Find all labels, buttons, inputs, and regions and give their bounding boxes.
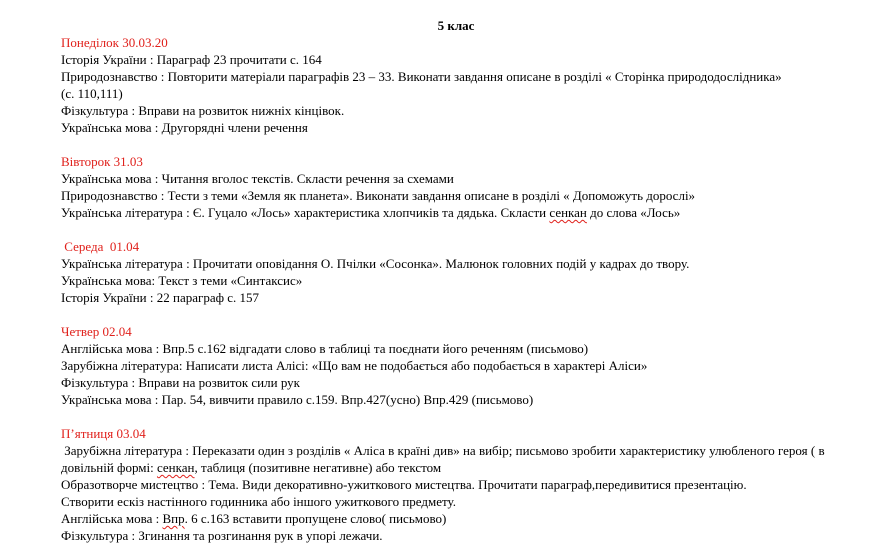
- task-line: Українська мова : Другорядні члени речення: [61, 120, 308, 135]
- task-line: Природознавство : Повторити матеріали параграфів 23 – 33. Виконати завдання описане в розділі « Сторінка природодослідника»: [61, 69, 782, 84]
- day-heading-thursday: Четвер 02.04: [61, 324, 132, 339]
- document-title: 5 клас: [437, 18, 475, 33]
- task-line: [61, 442, 851, 476]
- task-line: Образотворче мистецтво : Тема. Види декоративно-ужиткового мистецтва. Прочитати параграф,передивитися презентацію.: [61, 477, 747, 492]
- task-line: Зарубіжна література: Написати листа Алісі: «Що вам не подобається або подобається в характері Аліси»: [61, 358, 648, 373]
- task-text: до слова «Лось»: [586, 205, 681, 220]
- task-line: Українська мова: Текст з теми «Синтаксис»: [61, 273, 303, 288]
- spellcheck-marked-word[interactable]: сенкан: [549, 205, 587, 220]
- task-line: Українська література : Прочитати оповідання О. Пчілки «Сосонка». Малюнок головних подій у кадрах до твору.: [61, 256, 690, 271]
- document-page: [61, 17, 861, 544]
- task-line: (с. 110,111): [61, 86, 123, 101]
- day-heading-wednesday: Середа 01.04: [61, 239, 140, 254]
- task-line: Українська мова : Пар. 54, вивчити правило с.159. Впр.427(усно) Впр.429 (письмово): [61, 392, 534, 407]
- task-line: Створити ескіз настінного годинника або іншого ужиткового предмету.: [61, 494, 456, 509]
- task-line: Українська мова : Читання вголос текстів. Скласти речення за схемами: [61, 171, 454, 186]
- task-line: [61, 204, 861, 221]
- task-line: Історія України : Параграф 23 прочитати с. 164: [61, 52, 322, 67]
- task-line: Фізкультура : Вправи на розвиток нижніх кінцівок.: [61, 103, 345, 118]
- task-line: [61, 510, 861, 527]
- task-text: , таблиця (позитивне негативне) або текстом: [194, 460, 442, 475]
- day-monday: [61, 34, 861, 136]
- day-tuesday: [61, 153, 861, 221]
- task-text: Зарубіжна література : Переказати один з розділів « Аліса в країні див» на вибір; письмово зробити характеристику улюбленого героя ( в довільній формі:: [61, 443, 828, 475]
- day-wednesday: [61, 238, 861, 306]
- day-separator: [61, 408, 861, 425]
- spellcheck-marked-word[interactable]: Впр: [162, 511, 185, 526]
- day-heading-monday: Понеділок 30.03.20: [61, 35, 168, 50]
- day-separator: [61, 221, 861, 238]
- task-line: Фізкультура : Вправи на розвиток сили рук: [61, 375, 300, 390]
- day-separator: [61, 306, 861, 323]
- task-line: Фізкультура : Згинання та розгинання рук в упорі лежачи.: [61, 528, 383, 543]
- spellcheck-marked-word[interactable]: сенкан: [156, 460, 195, 475]
- day-heading-friday: П’ятниця 03.04: [61, 426, 146, 441]
- task-text: Українська література : Є. Гуцало «Лось» характеристика хлопчиків та дядька. Скласти: [61, 205, 550, 220]
- task-text: . 6 с.163 вставити пропущене слово( письмово): [184, 511, 447, 526]
- task-text: Англійська мова :: [61, 511, 163, 526]
- task-line: Історія України : 22 параграф с. 157: [61, 290, 260, 305]
- day-heading-tuesday: Вівторок 31.03: [61, 154, 143, 169]
- task-line: Природознавство : Тести з теми «Земля як планета». Виконати завдання описане в розділі « Допоможуть дорослі»: [61, 188, 696, 203]
- day-thursday: [61, 323, 861, 408]
- task-line: Англійська мова : Впр.5 с.162 відгадати слово в таблиці та поєднати його реченням (письмово): [61, 341, 589, 356]
- day-separator: [61, 136, 861, 153]
- day-friday: [61, 425, 861, 544]
